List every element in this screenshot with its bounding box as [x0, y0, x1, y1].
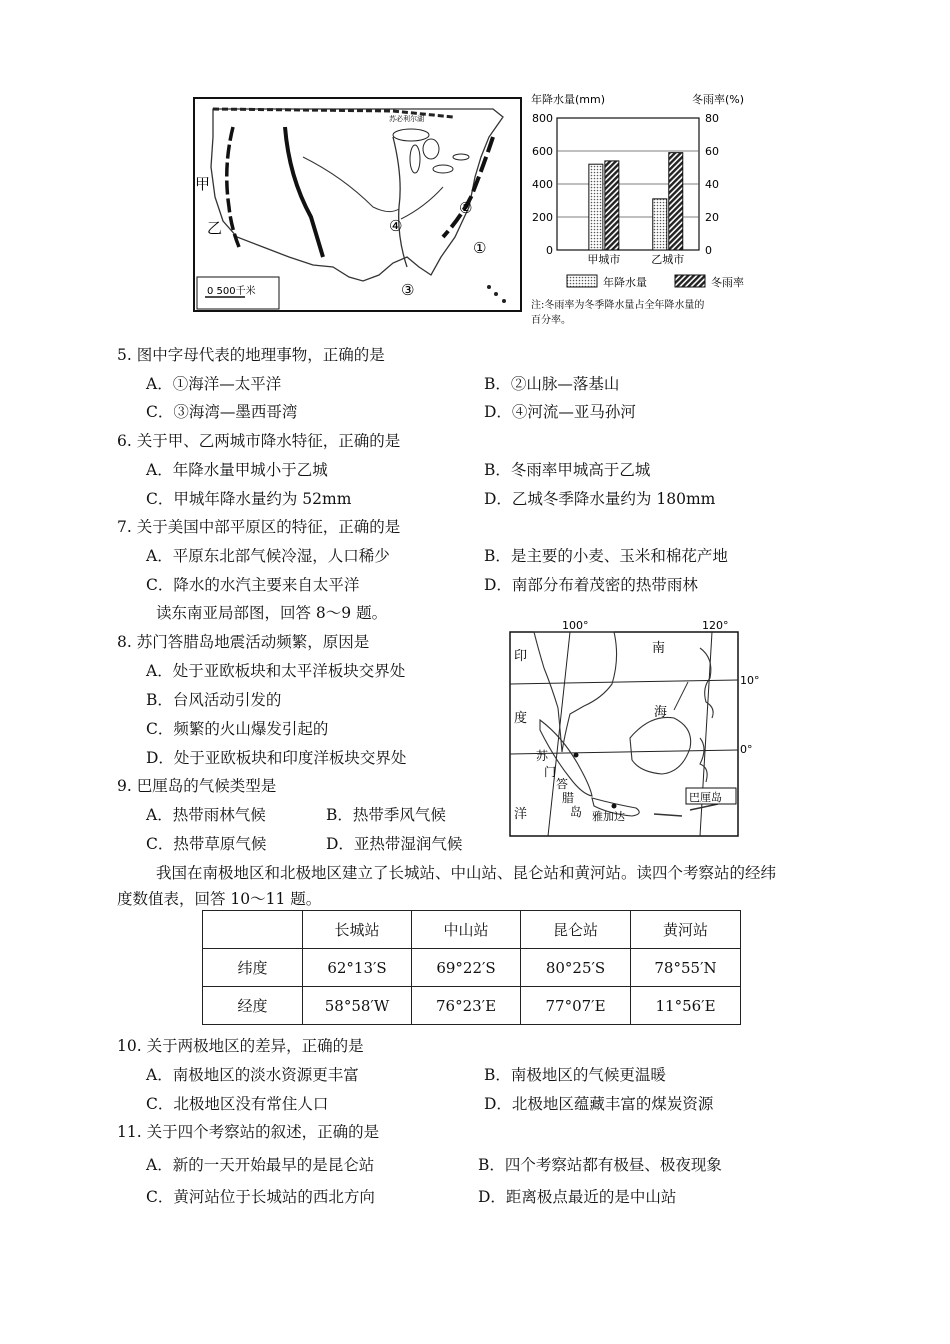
- label-da: 答: [556, 777, 569, 791]
- q5-option-c[interactable]: C．③海湾—墨西哥湾: [146, 403, 298, 421]
- table-cell: 11°56′E: [631, 987, 741, 1025]
- table-cell: 80°25′S: [521, 949, 631, 987]
- q7-option-a[interactable]: A．平原东北部气候冷湿，人口稀少: [146, 547, 390, 565]
- label-bali: 巴厘岛: [689, 791, 722, 804]
- chart-note-2: 百分率。: [531, 315, 571, 326]
- bar-winter-rate: [669, 153, 683, 250]
- q7-option-b[interactable]: B．是主要的小麦、玉米和棉花产地: [484, 547, 728, 565]
- label-c2: ②: [459, 199, 473, 217]
- q10-option-c[interactable]: C．北极地区没有常住人口: [146, 1095, 329, 1113]
- q6-stem: 6. 关于甲、乙两城市降水特征，正确的是: [117, 432, 401, 450]
- q9-option-c[interactable]: C．热带草原气候: [146, 835, 267, 853]
- label-hai: 海: [654, 705, 668, 720]
- table-cell: [203, 911, 303, 949]
- bar-winter-rate: [605, 161, 619, 250]
- table-cell: 69°22′S: [412, 949, 521, 987]
- legend-winter: 冬雨率: [711, 276, 744, 289]
- precipitation-chart: [527, 90, 765, 330]
- label-lake: 苏必利尔湖: [389, 115, 424, 123]
- q5-stem: 5. 图中字母代表的地理事物，正确的是: [117, 346, 385, 364]
- q8-option-a[interactable]: A．处于亚欧板块和太平洋板块交界处: [146, 662, 406, 680]
- lake-ontario: [453, 154, 469, 160]
- table-row: [203, 949, 741, 987]
- label-jakarta: 雅加达: [592, 810, 625, 823]
- scale-label: 0 500千米: [207, 286, 256, 297]
- lon-100: 100°: [562, 619, 589, 632]
- lake-superior: [393, 129, 429, 141]
- q11-stem: 11. 关于四个考察站的叙述，正确的是: [117, 1123, 380, 1141]
- label-nan: 南: [652, 641, 666, 656]
- y-tick-left: 200: [532, 211, 553, 224]
- q6-option-d[interactable]: D．乙城冬季降水量约为 180mm: [484, 490, 716, 508]
- table-cell: 中山站: [412, 911, 521, 949]
- us-map: [193, 97, 523, 313]
- chart-note-1: 注:冬雨率为冬季降水量占全年降水量的: [531, 300, 705, 311]
- x-tick-label: 乙城市: [651, 253, 685, 266]
- lake-huron: [423, 139, 439, 159]
- legend-swatch-winter: [675, 275, 705, 287]
- table-cell: 77°07′E: [521, 987, 631, 1025]
- intro-8-9: 读东南亚局部图，回答 8～9 题。: [156, 604, 388, 622]
- table-cell: 黄河站: [631, 911, 741, 949]
- q10-stem: 10. 关于两极地区的差异，正确的是: [117, 1037, 364, 1055]
- intro-10-11-line2: 度数值表，回答 10～11 题。: [117, 890, 322, 908]
- q7-stem: 7. 关于美国中部平原区的特征，正确的是: [117, 518, 401, 536]
- q11-option-d[interactable]: D．距离极点最近的是中山站: [478, 1188, 677, 1206]
- label-su: 苏: [536, 749, 549, 763]
- q11-option-c[interactable]: C．黄河站位于长城站的西北方向: [146, 1188, 375, 1206]
- q5-option-a[interactable]: A．①海洋—太平洋: [146, 375, 282, 393]
- q7-option-d[interactable]: D．南部分布着茂密的热带雨林: [484, 576, 698, 594]
- label-jia: 甲: [195, 175, 211, 193]
- lon-120: 120°: [702, 619, 729, 632]
- intro-10-11-line1: 我国在南极地区和北极地区建立了长城站、中山站、昆仑站和黄河站。读四个考察站的经纬: [156, 864, 777, 882]
- y-tick-right: 20: [705, 211, 719, 224]
- label-c4: ④: [389, 217, 403, 235]
- q9-option-a[interactable]: A．热带雨林气候: [146, 806, 266, 824]
- table-header-row: [203, 911, 741, 949]
- q8-option-b[interactable]: B．台风活动引发的: [146, 691, 282, 709]
- q7-option-c[interactable]: C．降水的水汽主要来自太平洋: [146, 576, 360, 594]
- y-tick-right: 80: [705, 112, 719, 125]
- lat-10: 10°: [740, 674, 760, 687]
- y-tick-left: 600: [532, 145, 553, 158]
- table-cell: 62°13′S: [303, 949, 412, 987]
- table-cell: 78°55′N: [631, 949, 741, 987]
- q9-option-b[interactable]: B．热带季风气候: [326, 806, 446, 824]
- y-tick-right: 40: [705, 178, 719, 191]
- q10-option-b[interactable]: B．南极地区的气候更温暖: [484, 1066, 666, 1084]
- lake-michigan: [410, 145, 420, 173]
- q10-option-d[interactable]: D．北极地区蕴藏丰富的煤炭资源: [484, 1095, 714, 1113]
- table-cell: 58°58′W: [303, 987, 412, 1025]
- label-du: 度: [514, 711, 528, 726]
- label-yi: 乙: [207, 219, 223, 237]
- legend-swatch-precip: [567, 275, 597, 287]
- label-men: 门: [544, 765, 557, 779]
- table-cell: 长城站: [303, 911, 412, 949]
- table-cell: 昆仑站: [521, 911, 631, 949]
- y-tick-right: 60: [705, 145, 719, 158]
- q5-option-b[interactable]: B．②山脉—落基山: [484, 375, 620, 393]
- label-c3: ③: [401, 281, 415, 299]
- y-tick-left: 800: [532, 112, 553, 125]
- table-cell: 经度: [203, 987, 303, 1025]
- southeast-asia-map: [504, 618, 764, 840]
- q6-option-b[interactable]: B．冬雨率甲城高于乙城: [484, 461, 651, 479]
- lat-0: 0°: [740, 743, 753, 756]
- q8-option-c[interactable]: C．频繁的火山爆发引起的: [146, 720, 329, 738]
- bar-precip: [653, 199, 667, 250]
- q6-option-a[interactable]: A．年降水量甲城小于乙城: [146, 461, 328, 479]
- q9-option-d[interactable]: D．亚热带湿润气候: [326, 835, 463, 853]
- lake-erie: [433, 165, 453, 173]
- q11-option-b[interactable]: B．四个考察站都有极昼、极夜现象: [478, 1156, 722, 1174]
- label-dao: 岛: [570, 805, 583, 819]
- y-tick-left: 400: [532, 178, 553, 191]
- x-tick-label: 甲城市: [587, 253, 621, 266]
- q8-stem: 8. 苏门答腊岛地震活动频繁，原因是: [117, 633, 370, 651]
- y-tick-right: 0: [705, 244, 712, 257]
- stations-table: [202, 910, 741, 1025]
- q9-stem: 9. 巴厘岛的气候类型是: [117, 777, 277, 795]
- q10-option-a[interactable]: A．南极地区的淡水资源更丰富: [146, 1066, 359, 1084]
- table-cell: 纬度: [203, 949, 303, 987]
- table-cell: 76°23′E: [412, 987, 521, 1025]
- q11-option-a[interactable]: A．新的一天开始最早的是昆仑站: [146, 1156, 375, 1174]
- bar-precip: [589, 164, 603, 250]
- table-row: [203, 987, 741, 1025]
- label-yin: 印: [514, 649, 528, 664]
- y-tick-left: 0: [546, 244, 553, 257]
- label-yang: 洋: [514, 807, 528, 822]
- q6-option-c[interactable]: C．甲城年降水量约为 52mm: [146, 490, 352, 508]
- label-la: 腊: [562, 791, 575, 805]
- q5-option-d[interactable]: D．④河流—亚马孙河: [484, 403, 636, 421]
- legend-precip: 年降水量: [603, 276, 647, 289]
- ylabel-right: 冬雨率(%): [692, 93, 745, 106]
- label-c1: ①: [473, 239, 487, 257]
- ylabel-left: 年降水量(mm): [531, 93, 606, 106]
- q8-option-d[interactable]: D．处于亚欧板块和印度洋板块交界处: [146, 749, 407, 767]
